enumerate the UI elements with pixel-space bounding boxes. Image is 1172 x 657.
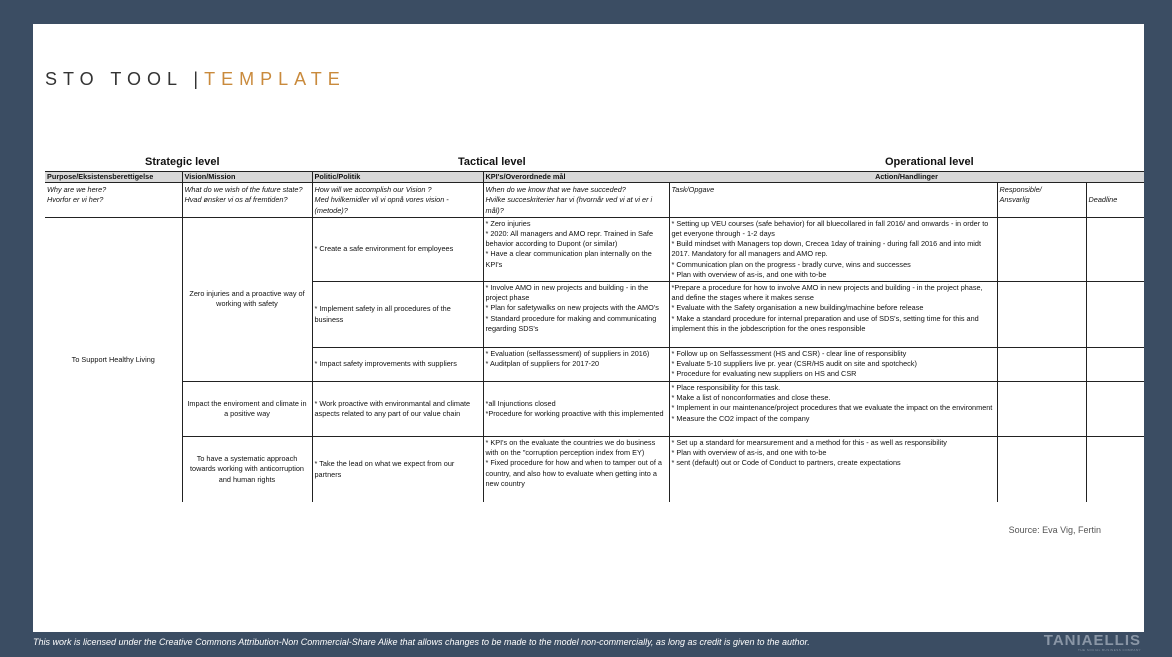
kpi-cell: * Involve AMO in new projects and building - in the project phase * Plan for safetywalks on new projects with the AMO's * Standard procedure for making and communicating regarding SDS's — [483, 282, 669, 348]
task-cell: * Setting up VEU courses (safe behavior) for all bluecollared in fall 2016/ and onwards - in order to get everyone through - 1-2 days * Build mindset with Managers top down, Crecea 1day of training - during fall 2016 and into midt 2017. Mandatory for all managers and AMO rep. * Communication plan on the progress - bradly curve, wins and successes * Plan with overview of as-is, and one with to-be — [669, 217, 997, 281]
title-main: STO TOOL — [45, 69, 183, 89]
question-vision: What do we wish of the future state? Hvad ønsker vi os af fremtiden? — [182, 183, 312, 218]
header-row — [45, 172, 1144, 183]
kpi-cell: * KPI's on the evaluate the countries we do business with on the "corruption perception index from EY) * Fixed procedure for how and when to tamper out of a country, and also how to evaluate when getting into a new country — [483, 437, 669, 503]
kpi-cell: *all Injunctions closed *Procedure for working proactive with this implemented — [483, 382, 669, 437]
question-kpi: When do we know that we have succeded? Hvilke succeskriterier har vi (hvornår ved vi at vi er i mål)? — [483, 183, 669, 218]
header-kpi: KPI's/Overordnede mål — [483, 172, 669, 183]
task-cell: * Set up a standard for mearsurement and a method for this - as well as responsibility * Plan with overview of as-is, and one with to-be * sent (default) out or Code of Conduct to partners, create expectations — [669, 437, 997, 503]
table-row — [45, 382, 1144, 437]
purpose-cell: To Support Healthy Living — [45, 217, 182, 502]
politic-cell: * Create a safe environment for employees — [312, 217, 483, 281]
brand-tagline: THE SOCIAL BUSINESS COMPANY — [1077, 648, 1141, 652]
question-task: Task/Opgave — [669, 183, 997, 218]
deadline-cell — [1086, 348, 1144, 382]
deadline-cell — [1086, 282, 1144, 348]
task-cell: * Place responsibility for this task. * Make a list of nonconformaties and close these. * Implement in our maintenance/project procedures that we evaluate the impact on the environment * Measure the CO2 impact of the company — [669, 382, 997, 437]
question-purpose: Why are we here? Hvorfor er vi her? — [47, 185, 107, 205]
header-vision: Vision/Mission — [182, 172, 312, 183]
tactical-level-label: Tactical level — [458, 156, 526, 168]
responsible-cell — [997, 348, 1086, 382]
responsible-cell — [997, 437, 1086, 503]
task-cell: *Prepare a procedure for how to involve AMO in new projects and building - in the project phase, and define the stages where it makes sense * Evaluate with the Safety organisation a new building/machine before release * Make a standard procedure for internal preparation and use of SDS's, setting time for this and implement this in the jobdescription for the ones responsible — [669, 282, 997, 348]
deadline-cell — [1086, 437, 1144, 503]
responsible-cell — [997, 217, 1086, 281]
brand-name: TANIAELLIS — [1043, 632, 1141, 649]
sto-table — [45, 171, 1144, 502]
task-cell: * Follow up on Selfassessment (HS and CSR) - clear line of responsiblity * Evaluate 5-10 suppliers live pr. year (CSR/HS audit on site and spotcheck) * Procedure for evaluating new suppliers on HS and CSR — [669, 348, 997, 382]
page-title — [45, 69, 346, 90]
table-row — [45, 217, 1144, 281]
license-text: This work is licensed under the Creative Commons Attribution-Non Commercial-Share Alike that allows changes to be made to the model non-commercially, as long as credit is given to the author. — [33, 637, 810, 647]
header-politic: Politic/Politik — [312, 172, 483, 183]
strategic-level-label: Strategic level — [145, 156, 220, 168]
politic-cell: * Implement safety in all procedures of the business — [312, 282, 483, 348]
vision-cell: To have a systematic approach towards working with anticorruption and human rights — [182, 437, 312, 503]
brand-logo — [1044, 634, 1141, 652]
source-credit: Source: Eva Vig, Fertin — [1008, 525, 1101, 535]
slide — [33, 24, 1144, 632]
header-action: Action/Handlinger — [669, 172, 1144, 183]
responsible-cell — [997, 282, 1086, 348]
vision-cell: Impact the enviroment and climate in a positive way — [182, 382, 312, 437]
question-row — [45, 183, 1144, 218]
vision-cell: Zero injuries and a proactive way of working with safety — [182, 217, 312, 381]
kpi-cell: * Evaluation (selfassessment) of suppliers in 2016) * Auditplan of suppliers for 2017-20 — [483, 348, 669, 382]
question-responsible: Responsible/ Ansvarlig — [997, 183, 1086, 218]
title-accent: TEMPLATE — [204, 69, 346, 89]
graduation-cap-icon — [38, 587, 78, 626]
question-politic: How will we accomplish our Vision ? Med hvilkemidler vil vi opnå vores vision - (metode)? — [312, 183, 483, 218]
politic-cell: * Work proactive with environmantal and climate aspects related to any part of our value chain — [312, 382, 483, 437]
operational-level-label: Operational level — [885, 156, 974, 168]
deadline-cell — [1086, 382, 1144, 437]
deadline-cell — [1086, 217, 1144, 281]
responsible-cell — [997, 382, 1086, 437]
question-deadline: Deadline — [1086, 183, 1144, 218]
politic-cell: * Impact safety improvements with suppliers — [312, 348, 483, 382]
table-row — [45, 437, 1144, 503]
kpi-cell: * Zero injuries * 2020: All managers and AMO repr. Trained in Safe behavior according to Dupont (or similar) * Have a clear communication plan internally on the KPI's — [483, 217, 669, 281]
title-separator: | — [193, 69, 205, 89]
politic-cell: * Take the lead on what we expect from our partners — [312, 437, 483, 503]
header-purpose: Purpose/Eksistensberettigelse — [45, 172, 182, 183]
